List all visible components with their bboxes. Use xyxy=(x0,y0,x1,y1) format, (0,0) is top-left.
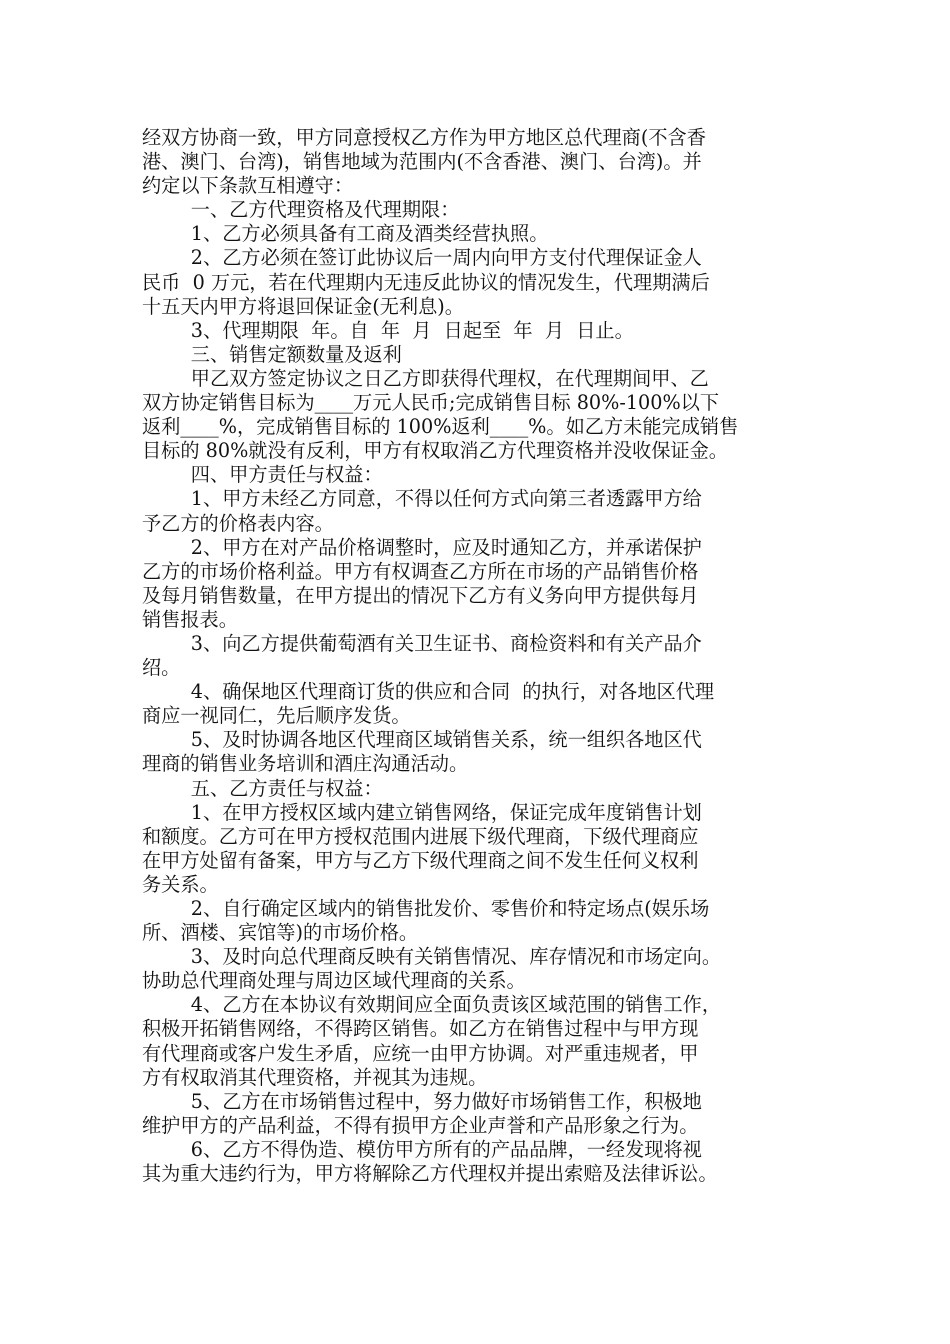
text-line: 5、乙方在市场销售过程中，努力做好市场销售工作，积极地 xyxy=(142,1089,702,1113)
text-line: 4、确保地区代理商订货的供应和合同 的执行，对各地区代理 xyxy=(142,680,715,704)
section-heading: 五、乙方责任与权益： xyxy=(142,776,383,800)
text-line: 务关系。 xyxy=(142,872,219,896)
document-body xyxy=(142,126,810,1186)
text-line: 在甲方处留有备案，甲方与乙方下级代理商之间不发生任何义权利 xyxy=(142,848,699,872)
text-line: 2、乙方必须在签订此协议后一周内向甲方支付代理保证金人 xyxy=(142,246,702,270)
text-line: 商应一视同仁，先后顺序发货。 xyxy=(142,704,411,728)
text-line: 维护甲方的产品利益，不得有损甲方企业声誉和产品形象之行为。 xyxy=(142,1113,699,1137)
text-line: 3、代理期限 年。自 年 月 日起至 年 月 日止。 xyxy=(142,318,634,342)
text-line: 3、向乙方提供葡萄酒有关卫生证书、商检资料和有关产品介 xyxy=(142,631,702,655)
text-line: 积极开拓销售网络，不得跨区销售。如乙方在销售过程中与甲方现 xyxy=(142,1017,699,1041)
text-line: 理商的销售业务培训和酒庄沟通活动。 xyxy=(142,752,469,776)
text-line: 双方协定销售目标为____万元人民币;完成销售目标 80%-100%以下 xyxy=(142,391,720,415)
section-heading: 三、销售定额数量及返利 xyxy=(142,342,402,366)
text-line: 目标的 80%就没有反利，甲方有权取消乙方代理资格并没收保证金。 xyxy=(142,439,728,463)
text-line: 乙方的市场价格利益。甲方有权调查乙方所在市场的产品销售价格 xyxy=(142,559,699,583)
text-line: 及每月销售数量，在甲方提出的情况下乙方有义务向甲方提供每月 xyxy=(142,583,699,607)
text-line: 港、澳门、台湾)，销售地域为范围内(不含香港、澳门、台湾)。并 xyxy=(142,150,702,174)
text-line: 方有权取消其代理资格，并视其为违规。 xyxy=(142,1065,488,1089)
section-heading: 四、甲方责任与权益： xyxy=(142,463,383,487)
text-line: 民币 0 万元，若在代理期内无违反此协议的情况发生，代理期满后 xyxy=(142,270,710,294)
text-line: 予乙方的价格表内容。 xyxy=(142,511,334,535)
text-line: 6、乙方不得伪造、模仿甲方所有的产品品牌，一经发现将视 xyxy=(142,1137,702,1161)
text-line: 和额度。乙方可在甲方授权范围内进展下级代理商，下级代理商应 xyxy=(142,824,699,848)
section-heading: 一、乙方代理资格及代理期限： xyxy=(142,198,460,222)
text-line: 有代理商或客户发生矛盾，应统一由甲方协调。对严重违规者，甲 xyxy=(142,1041,699,1065)
text-line: 所、酒楼、宾馆等)的市场价格。 xyxy=(142,921,419,945)
text-line: 十五天内甲方将退回保证金(无利息)。 xyxy=(142,294,464,318)
text-line: 协助总代理商处理与周边区域代理商的关系。 xyxy=(142,969,526,993)
text-line: 2、自行确定区域内的销售批发价、零售价和特定场点(娱乐场 xyxy=(142,897,710,920)
text-line: 销售报表。 xyxy=(142,607,238,631)
text-line: 1、在甲方授权区域内建立销售网络，保证完成年度销售计划 xyxy=(142,800,702,824)
text-line: 2、甲方在对产品价格调整时，应及时通知乙方，并承诺保护 xyxy=(142,535,702,559)
text-line: 1、乙方必须具备有工商及酒类经营执照。 xyxy=(142,222,549,246)
text-line: 4、乙方在本协议有效期间应全面负责该区域范围的销售工作， xyxy=(142,993,722,1017)
text-line: 1、甲方未经乙方同意，不得以任何方式向第三者透露甲方给 xyxy=(142,487,702,511)
text-line: 约定以下条款互相遵守： xyxy=(142,174,354,198)
text-line: 其为重大违约行为，甲方将解除乙方代理权并提出索赔及法律诉讼。 xyxy=(142,1162,718,1186)
text-line: 甲乙双方签定协议之日乙方即获得代理权，在代理期间甲、乙 xyxy=(142,366,709,390)
text-line: 5、及时协调各地区代理商区域销售关系，统一组织各地区代 xyxy=(142,728,702,752)
text-line: 3、及时向总代理商反映有关销售情况、库存情况和市场定向。 xyxy=(142,945,722,969)
text-line: 绍。 xyxy=(142,656,181,680)
text-line: 返利____%，完成销售目标的 100%返利____%。如乙方未能完成销售 xyxy=(142,415,739,439)
text-line: 经双方协商一致，甲方同意授权乙方作为甲方地区总代理商(不含香 xyxy=(142,126,706,149)
